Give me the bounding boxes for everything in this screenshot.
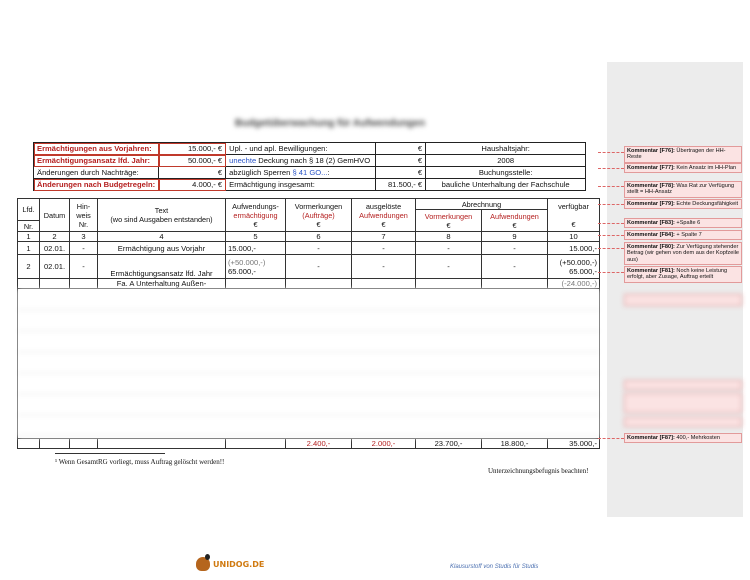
col-header-text: € — [253, 219, 258, 229]
total-abr-vorm: 23.700,- — [416, 439, 482, 449]
header-label: Ermächtigungen aus Vorjahren: — [34, 143, 159, 155]
col-header-verfuegbar — [548, 199, 600, 232]
logo-text: UNIDOG.DE — [213, 559, 265, 569]
comment-text: Echte Deckungsfähigkeit — [674, 201, 738, 207]
header-label: Ermächtigung insgesamt: — [226, 179, 376, 191]
col-header-text: Vormerkungen — [294, 201, 343, 211]
comment-id: Kommentar [F81]: — [627, 268, 675, 274]
comment-text: Kein Ansatz im HH-Plan — [674, 165, 737, 171]
comment-f80[interactable] — [624, 242, 742, 265]
header-label: Upl. - und apl. Bewilligungen: — [226, 143, 376, 155]
header-value: 2008 — [426, 155, 586, 167]
document-title: Budgetüberwachung für Aufwendungen — [234, 118, 426, 129]
comment-text: Was Rat zur Verfügung stellt = HH-Ansatz — [627, 183, 735, 196]
total-verf: 35.000,- — [548, 439, 600, 449]
col-header-text: € — [446, 220, 451, 230]
cell-datum — [40, 439, 70, 449]
comment-connector — [598, 438, 624, 439]
claim-text: Klausurstoff von Studis für Studis — [450, 564, 539, 570]
comment-text: Übertragen der HH-Reste — [627, 148, 726, 161]
header-value: 81.500,- € — [376, 179, 426, 191]
sperren-link[interactable]: § 41 GO... — [292, 168, 328, 177]
cell-ausg: - — [352, 255, 416, 279]
cell-abr-aufw: - — [482, 242, 548, 255]
cell-ausg: - — [352, 242, 416, 255]
column-number: 5 — [226, 232, 286, 242]
signature-note: Unterzeichnungsbefugnis beachten! — [488, 467, 589, 475]
column-number: 4 — [98, 232, 226, 242]
col-header-text: Hin- — [76, 201, 91, 211]
comment-blurred — [624, 380, 742, 390]
cell-datum: 02.01. — [40, 242, 70, 255]
comment-connector — [598, 223, 624, 224]
comment-id: Kommentar [F79]: — [627, 201, 675, 207]
cell-aufw — [226, 279, 286, 289]
cell-verf: 15.000,- — [548, 242, 600, 255]
comment-id: Kommentar [F84]: — [627, 232, 675, 238]
header-value: € — [376, 143, 426, 155]
cell-vorm: - — [286, 242, 352, 255]
comment-blurred — [624, 417, 742, 427]
cell-aufw: 15.000,- — [226, 242, 286, 255]
column-number-row — [18, 232, 600, 242]
col-header-text: weis — [76, 210, 91, 220]
comment-text: +Spalte 6 — [674, 220, 701, 226]
budget-table — [17, 198, 600, 449]
comment-blurred — [624, 393, 742, 413]
col-header-text: Aufwendungen — [490, 211, 539, 221]
column-number: 7 — [352, 232, 416, 242]
col-header-text: verfügbar — [558, 201, 589, 211]
col-header-text: Aufwendungs- — [232, 201, 279, 211]
column-number: 9 — [482, 232, 548, 242]
cell-text: Ermächtigung aus Vorjahr — [98, 242, 226, 255]
col-header-text: Nr. — [78, 219, 89, 229]
col-header-text: Text — [154, 206, 169, 215]
header-value: 4.000,- € — [159, 179, 226, 191]
cell-vorm: - — [286, 255, 352, 279]
total-row — [18, 439, 600, 449]
comment-connector — [598, 168, 624, 169]
cell-nr — [18, 279, 40, 289]
comment-id: Kommentar [F83]: — [627, 220, 675, 226]
comment-f77[interactable] — [624, 163, 742, 173]
header-value: € — [376, 155, 426, 167]
comment-connector — [598, 272, 624, 273]
unidog-logo — [196, 557, 264, 571]
col-header-text: ausgelöste — [365, 201, 402, 211]
column-number: 6 — [286, 232, 352, 242]
comment-blurred — [624, 294, 742, 306]
comments-sidebar — [607, 62, 743, 517]
col-header-nr: Nr. — [18, 221, 40, 232]
cell-verf-change: (+50.000,-) — [559, 257, 597, 267]
col-header-text: Lfd. — [22, 205, 35, 214]
comment-connector — [598, 204, 624, 205]
comment-text: 400,- Mehrkosten — [674, 435, 720, 441]
cell-verf — [548, 255, 600, 279]
col-header-text: Vormerkungen — [424, 211, 473, 221]
table-row — [18, 279, 600, 289]
cell-text: Ermächtigungsansatz lfd. Jahr — [98, 255, 226, 279]
cell-abr-vorm: - — [416, 242, 482, 255]
cell-hinweis: - — [70, 242, 98, 255]
comment-id: Kommentar [F78]: — [627, 183, 675, 189]
header-value: € — [159, 167, 226, 179]
col-header-vorm — [286, 199, 352, 232]
comment-connector — [598, 152, 624, 153]
col-header-text: (wo sind Ausgaben entstanden) — [110, 215, 213, 224]
col-header-text: (Aufträge) — [302, 210, 335, 220]
budget-header-table — [33, 142, 586, 191]
cell-datum: 02.01. — [40, 255, 70, 279]
cell-nr: 1 — [18, 242, 40, 255]
cell-text — [98, 439, 226, 449]
cell-abr-vorm: - — [416, 255, 482, 279]
cell-nr — [18, 439, 40, 449]
comment-text: Zur Verfügung stehender Betrag (wir gehen von dem aus der Kopfzeile aus) — [627, 244, 739, 263]
col-header-abr-vorm — [416, 210, 482, 232]
col-header-text: € — [512, 220, 517, 230]
header-label — [226, 155, 376, 167]
cell-abr-vorm — [416, 279, 482, 289]
header-label: Ermächtigungsansatz lfd. Jahr: — [34, 155, 159, 167]
col-header-abr-aufw — [482, 210, 548, 232]
comment-f81[interactable] — [624, 266, 742, 283]
comment-connector — [598, 235, 624, 236]
cell-abr-aufw — [482, 279, 548, 289]
comment-connector — [598, 186, 624, 187]
column-number: 8 — [416, 232, 482, 242]
blurred-content — [18, 289, 600, 439]
cell-datum — [40, 279, 70, 289]
total-vorm: 2.400,- — [286, 439, 352, 449]
header-value: 15.000,- € — [159, 143, 226, 155]
table-row — [18, 255, 600, 279]
header-value: € — [376, 167, 426, 179]
cell-hinweis — [70, 439, 98, 449]
col-header-text: Aufwendungen — [359, 210, 408, 220]
col-header-text — [98, 199, 226, 232]
cell-vorm — [286, 279, 352, 289]
deckung-label: Deckung nach § 18 (2) GemHVO — [256, 156, 371, 165]
col-header-text: € — [381, 219, 386, 229]
cell-text: Fa. A Unterhaltung Außen- — [98, 279, 226, 289]
comment-id: Kommentar [F76]: — [627, 148, 675, 154]
blurred-rows — [18, 289, 600, 439]
cell-aufw — [226, 439, 286, 449]
sperren-label: abzüglich Sperren — [229, 168, 293, 177]
cell-verf-value: 65.000,- — [569, 266, 597, 276]
column-number: 2 — [40, 232, 70, 242]
comment-connector — [598, 248, 624, 249]
col-header-text: € — [316, 219, 321, 229]
cell-aufw-change: (+50.000,-) — [228, 257, 266, 267]
comment-id: Kommentar [F77]: — [627, 165, 675, 171]
comment-id: Kommentar [F80]: — [627, 244, 675, 250]
unechte-label: unechte — [229, 156, 257, 165]
comment-text: + Spalte 7 — [674, 232, 702, 238]
header-label: Änderungen nach Budgetregeln: — [34, 179, 159, 191]
header-label: Änderungen durch Nachträge: — [34, 167, 159, 179]
column-number: 3 — [70, 232, 98, 242]
comment-f84[interactable] — [624, 230, 742, 240]
col-header-lfd — [18, 199, 40, 221]
comment-f79[interactable] — [624, 199, 742, 209]
comment-id: Kommentar [F87]: — [627, 435, 675, 441]
footnote: ¹ Wenn GesamtRG vorliegt, muss Auftrag gelöscht werden!! — [55, 458, 225, 466]
col-header-text: ermächtigung — [233, 210, 278, 220]
header-label — [226, 167, 376, 179]
col-header-text: € — [571, 219, 576, 229]
header-value: 50.000,- € — [159, 155, 226, 167]
cell-abr-aufw: - — [482, 255, 548, 279]
column-number: 1 — [18, 232, 40, 242]
total-ausg: 2.000,- — [352, 439, 416, 449]
header-label: Buchungsstelle: — [426, 167, 586, 179]
col-header-hinweis — [70, 199, 98, 232]
footnote-divider — [55, 453, 165, 454]
sperren-suffix: : — [327, 168, 330, 177]
comment-f83[interactable] — [624, 218, 742, 228]
comment-text: Noch keine Leistung erfolgt, aber Zusage, Auftrag erteilt — [627, 268, 728, 281]
dog-icon — [196, 557, 210, 571]
comment-f76[interactable] — [624, 146, 742, 163]
table-row — [18, 242, 600, 255]
column-number: 10 — [548, 232, 600, 242]
cell-hinweis — [70, 279, 98, 289]
comment-f78[interactable] — [624, 181, 742, 198]
header-value: bauliche Unterhaltung der Fachschule — [426, 179, 586, 191]
cell-verf: (-24.000,-) — [548, 279, 600, 289]
cell-aufw-value: 65.000,- — [228, 266, 256, 276]
col-header-ausg — [352, 199, 416, 232]
col-header-abrechnung: Abrechnung — [416, 199, 548, 210]
total-abr-aufw: 18.800,- — [482, 439, 548, 449]
header-label: Haushaltsjahr: — [426, 143, 586, 155]
cell-hinweis: - — [70, 255, 98, 279]
cell-aufw — [226, 255, 286, 279]
comment-f87[interactable] — [624, 433, 742, 443]
col-header-aufw — [226, 199, 286, 232]
col-header-datum: Datum — [40, 199, 70, 232]
cell-nr: 2 — [18, 255, 40, 279]
cell-ausg — [352, 279, 416, 289]
